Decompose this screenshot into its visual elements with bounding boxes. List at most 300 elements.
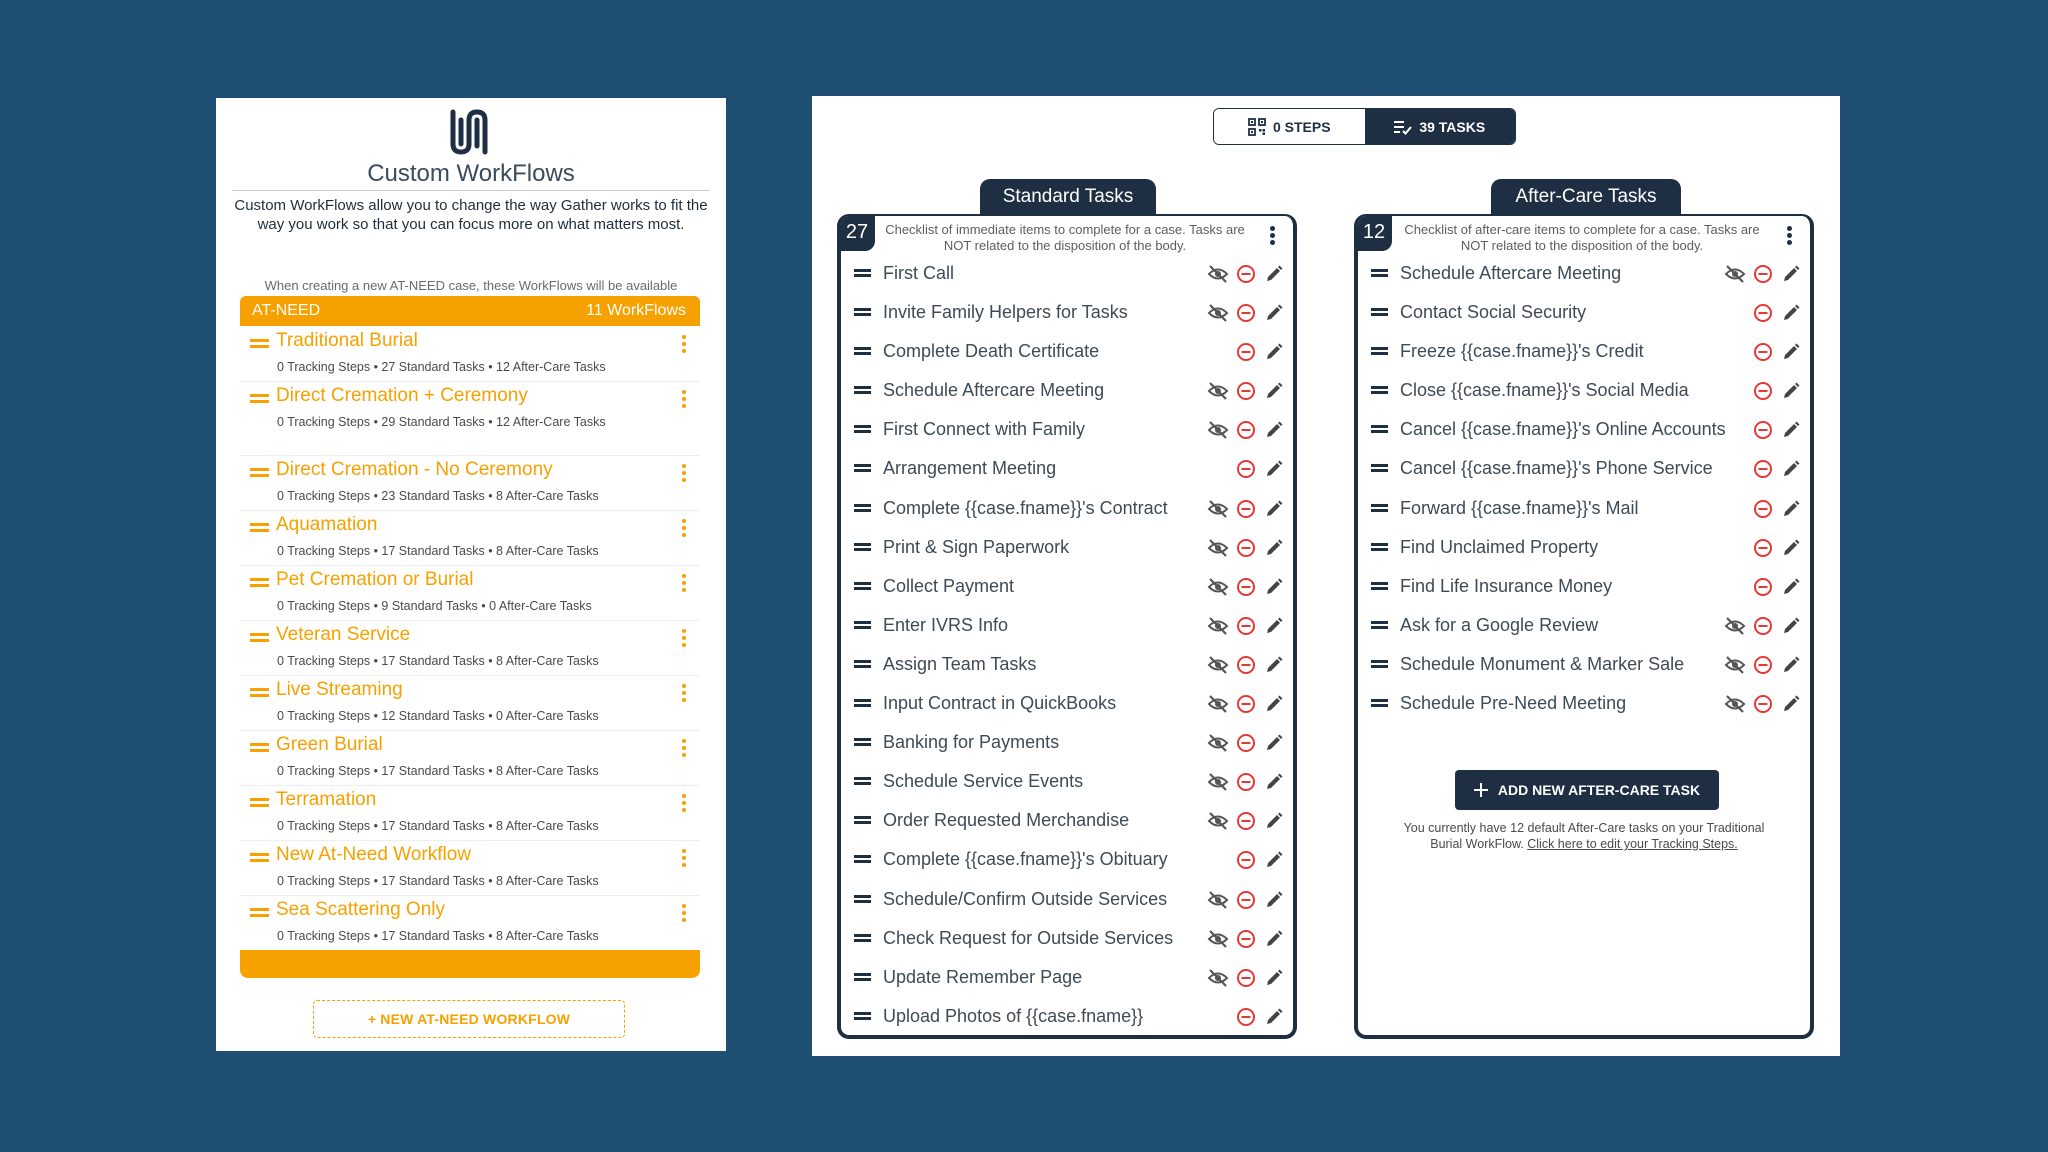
edit-pencil-icon[interactable] xyxy=(1263,380,1285,402)
edit-pencil-icon[interactable] xyxy=(1263,889,1285,911)
task-actions xyxy=(1207,576,1285,598)
drag-handle-icon[interactable] xyxy=(250,743,269,752)
kebab-menu-icon[interactable] xyxy=(680,684,688,704)
kebab-menu-icon[interactable] xyxy=(680,335,688,355)
visibility-off-icon[interactable] xyxy=(1207,693,1229,715)
task-row[interactable] xyxy=(841,882,1293,921)
remove-circle-icon[interactable] xyxy=(1752,693,1774,715)
task-row[interactable] xyxy=(841,451,1293,490)
drag-handle-icon[interactable] xyxy=(1371,660,1388,668)
edit-pencil-icon[interactable] xyxy=(1263,537,1285,559)
workflow-name[interactable]: Green Burial xyxy=(276,734,383,755)
task-actions xyxy=(1724,302,1802,324)
steps-label: 0 STEPS xyxy=(1272,118,1331,135)
task-actions xyxy=(1724,576,1802,598)
visibility-off-icon[interactable] xyxy=(1207,771,1229,793)
task-row[interactable] xyxy=(841,412,1293,451)
drag-handle-icon[interactable] xyxy=(854,895,871,903)
task-name: Check Request for Outside Services xyxy=(883,927,1174,948)
task-row[interactable] xyxy=(841,373,1293,412)
task-name: Cancel {{case.fname}}'s Phone Service xyxy=(1400,458,1713,479)
remove-circle-icon[interactable] xyxy=(1235,967,1257,989)
remove-circle-icon[interactable] xyxy=(1752,498,1774,520)
task-row[interactable] xyxy=(841,256,1293,295)
drag-handle-icon[interactable] xyxy=(1371,386,1388,394)
edit-pencil-icon[interactable] xyxy=(1263,928,1285,950)
task-row[interactable] xyxy=(1358,451,1810,490)
workflow-meta: 0 Tracking Steps • 17 Standard Tasks • 8 After-Care Tasks xyxy=(277,544,599,558)
section-label: AT-NEED xyxy=(252,302,321,319)
section-footer-bar xyxy=(240,950,700,978)
task-name: Input Contract in QuickBooks xyxy=(883,693,1117,714)
visibility-off-icon[interactable] xyxy=(1724,263,1746,285)
edit-pencil-icon[interactable] xyxy=(1780,537,1802,559)
workflow-item[interactable] xyxy=(240,566,700,621)
remove-circle-icon[interactable] xyxy=(1235,810,1257,832)
workflow-item[interactable] xyxy=(240,382,700,456)
task-actions xyxy=(1207,419,1285,441)
plus-icon xyxy=(1474,783,1488,797)
workflow-meta: 0 Tracking Steps • 17 Standard Tasks • 8 After-Care Tasks xyxy=(277,819,599,833)
drag-handle-icon[interactable] xyxy=(854,1012,871,1020)
task-actions xyxy=(1724,380,1802,402)
workflow-item[interactable] xyxy=(240,621,700,676)
drag-handle-icon[interactable] xyxy=(854,582,871,590)
task-name: First Connect with Family xyxy=(883,419,1086,440)
kebab-menu-icon[interactable] xyxy=(1269,226,1275,248)
remove-circle-icon[interactable] xyxy=(1235,771,1257,793)
drag-handle-icon[interactable] xyxy=(1371,269,1388,277)
task-actions xyxy=(1207,498,1285,520)
visibility-off-icon[interactable] xyxy=(1207,889,1229,911)
edit-pencil-icon[interactable] xyxy=(1263,263,1285,285)
task-row[interactable] xyxy=(1358,569,1810,608)
drag-handle-icon[interactable] xyxy=(1371,543,1388,551)
drag-handle-icon[interactable] xyxy=(854,269,871,277)
task-row[interactable] xyxy=(841,764,1293,803)
remove-circle-icon[interactable] xyxy=(1235,537,1257,559)
edit-pencil-icon[interactable] xyxy=(1780,615,1802,637)
drag-handle-icon[interactable] xyxy=(854,386,871,394)
visibility-off-icon[interactable] xyxy=(1207,576,1229,598)
gather-logo-icon xyxy=(445,106,495,158)
edit-pencil-icon[interactable] xyxy=(1780,380,1802,402)
drag-handle-icon[interactable] xyxy=(250,798,269,807)
edit-pencil-icon[interactable] xyxy=(1263,771,1285,793)
tasks-label: 39 TASKS xyxy=(1419,118,1486,135)
drag-handle-icon[interactable] xyxy=(854,777,871,785)
drag-handle-icon[interactable] xyxy=(1371,347,1388,355)
visibility-off-icon[interactable] xyxy=(1724,615,1746,637)
task-actions xyxy=(1207,732,1285,754)
workflow-name[interactable]: Aquamation xyxy=(276,514,378,535)
task-name: Print & Sign Paperwork xyxy=(883,536,1070,557)
task-name: Schedule Aftercare Meeting xyxy=(1400,263,1622,283)
task-actions xyxy=(1724,419,1802,441)
visibility-off-icon[interactable] xyxy=(1207,928,1229,950)
remove-circle-icon[interactable] xyxy=(1235,1006,1257,1028)
drag-handle-icon[interactable] xyxy=(854,738,871,746)
drag-handle-icon[interactable] xyxy=(854,934,871,942)
remove-circle-icon[interactable] xyxy=(1752,341,1774,363)
remove-circle-icon[interactable] xyxy=(1235,458,1257,480)
kebab-menu-icon[interactable] xyxy=(680,390,688,410)
drag-handle-icon[interactable] xyxy=(854,464,871,472)
task-row[interactable] xyxy=(1358,530,1810,569)
task-row[interactable] xyxy=(841,960,1293,999)
task-row[interactable] xyxy=(1358,373,1810,412)
remove-circle-icon[interactable] xyxy=(1752,615,1774,637)
remove-circle-icon[interactable] xyxy=(1235,693,1257,715)
task-row[interactable] xyxy=(841,608,1293,647)
availability-note: When creating a new AT-NEED case, these WorkFlows will be available xyxy=(264,278,678,293)
task-name: Cancel {{case.fname}}'s Online Accounts xyxy=(1400,419,1726,440)
drag-handle-icon[interactable] xyxy=(854,816,871,824)
remove-circle-icon[interactable] xyxy=(1235,263,1257,285)
task-actions xyxy=(1724,693,1802,715)
visibility-off-icon[interactable] xyxy=(1207,615,1229,637)
workflow-name[interactable]: Pet Cremation or Burial xyxy=(276,569,474,590)
task-actions xyxy=(1207,693,1285,715)
drag-handle-icon[interactable] xyxy=(854,699,871,707)
kebab-menu-icon[interactable] xyxy=(680,519,688,539)
workflow-item[interactable] xyxy=(240,841,700,896)
drag-handle-icon[interactable] xyxy=(250,523,269,532)
workflow-item[interactable] xyxy=(240,786,700,841)
visibility-off-icon[interactable] xyxy=(1724,693,1746,715)
aftercare-default-note xyxy=(1398,820,1770,852)
task-name: Find Unclaimed Property xyxy=(1400,536,1599,557)
workflow-meta: 0 Tracking Steps • 27 Standard Tasks • 12 After-Care Tasks xyxy=(277,360,606,374)
edit-pencil-icon[interactable] xyxy=(1263,967,1285,989)
drag-handle-icon[interactable] xyxy=(854,621,871,629)
workflows-panel xyxy=(216,98,726,1051)
workflow-meta: 0 Tracking Steps • 17 Standard Tasks • 8 After-Care Tasks xyxy=(277,654,599,668)
workflow-meta: 0 Tracking Steps • 17 Standard Tasks • 8 After-Care Tasks xyxy=(277,874,599,888)
task-row[interactable] xyxy=(1358,412,1810,451)
task-row[interactable] xyxy=(1358,295,1810,334)
task-name: Schedule Aftercare Meeting xyxy=(883,380,1105,401)
task-name: Complete {{case.fname}}'s Contract xyxy=(883,497,1168,518)
edit-pencil-icon[interactable] xyxy=(1263,576,1285,598)
workflow-name[interactable]: Live Streaming xyxy=(276,679,403,700)
standard-tasks-box xyxy=(837,214,1297,1039)
page-description: Custom WorkFlows allow you to change the way Gather works to fit the way you work so that you can focus more on what matters most. xyxy=(234,197,708,233)
checklist-icon xyxy=(1394,119,1412,135)
task-name: Collect Payment xyxy=(883,575,1015,596)
workflow-meta: 0 Tracking Steps • 29 Standard Tasks • 12 After-Care Tasks xyxy=(277,415,606,429)
task-row[interactable] xyxy=(841,295,1293,334)
remove-circle-icon[interactable] xyxy=(1235,615,1257,637)
workflow-name[interactable]: Traditional Burial xyxy=(276,330,418,351)
drag-handle-icon[interactable] xyxy=(854,543,871,551)
task-name: Banking for Payments xyxy=(883,732,1060,753)
add-button-label: ADD NEW AFTER-CARE TASK xyxy=(1497,782,1701,798)
aftercare-note-text: You currently have 12 default After-Care tasks on your Traditional Burial WorkFlow. xyxy=(1403,821,1765,851)
tasks-toggle-button[interactable] xyxy=(1365,109,1516,144)
remove-circle-icon[interactable] xyxy=(1235,928,1257,950)
task-row[interactable] xyxy=(841,334,1293,373)
remove-circle-icon[interactable] xyxy=(1752,419,1774,441)
edit-pencil-icon[interactable] xyxy=(1780,458,1802,480)
edit-pencil-icon[interactable] xyxy=(1263,341,1285,363)
drag-handle-icon[interactable] xyxy=(854,504,871,512)
visibility-off-icon[interactable] xyxy=(1207,732,1229,754)
kebab-menu-icon[interactable] xyxy=(680,629,688,649)
task-row[interactable] xyxy=(1358,256,1810,295)
workflow-item[interactable] xyxy=(240,731,700,786)
task-row[interactable] xyxy=(1358,647,1810,686)
remove-circle-icon[interactable] xyxy=(1235,654,1257,676)
task-name: Find Life Insurance Money xyxy=(1400,575,1613,596)
task-name: Order Requested Merchandise xyxy=(883,810,1130,831)
remove-circle-icon[interactable] xyxy=(1235,576,1257,598)
steps-tasks-toggle xyxy=(1213,108,1516,145)
task-row[interactable] xyxy=(1358,491,1810,530)
visibility-off-icon[interactable] xyxy=(1207,498,1229,520)
edit-pencil-icon[interactable] xyxy=(1263,302,1285,324)
task-row[interactable] xyxy=(841,491,1293,530)
visibility-off-icon[interactable] xyxy=(1724,654,1746,676)
task-actions xyxy=(1207,380,1285,402)
edit-pencil-icon[interactable] xyxy=(1263,732,1285,754)
task-actions xyxy=(1724,537,1802,559)
task-name: Ask for a Google Review xyxy=(1400,614,1599,635)
task-actions xyxy=(1207,771,1285,793)
edit-pencil-icon[interactable] xyxy=(1780,302,1802,324)
edit-pencil-icon[interactable] xyxy=(1263,419,1285,441)
visibility-off-icon[interactable] xyxy=(1207,380,1229,402)
workflow-name[interactable]: Sea Scattering Only xyxy=(276,899,445,920)
task-actions xyxy=(1724,341,1802,363)
remove-circle-icon[interactable] xyxy=(1235,419,1257,441)
kebab-menu-icon[interactable] xyxy=(1786,226,1792,248)
task-row[interactable] xyxy=(841,999,1293,1038)
workflow-item[interactable] xyxy=(240,896,700,951)
aftercare-tasks-tab: After-Care Tasks xyxy=(1491,179,1681,215)
drag-handle-icon[interactable] xyxy=(854,308,871,316)
edit-pencil-icon[interactable] xyxy=(1780,498,1802,520)
task-row[interactable] xyxy=(841,686,1293,725)
visibility-off-icon[interactable] xyxy=(1207,302,1229,324)
aftercare-tasks-description: Checklist of after-care items to complete for a case. Tasks are NOT related to the disposition of the body. xyxy=(1404,222,1760,253)
drag-handle-icon[interactable] xyxy=(1371,504,1388,512)
workflow-meta: 0 Tracking Steps • 23 Standard Tasks • 8 After-Care Tasks xyxy=(277,489,599,503)
edit-pencil-icon[interactable] xyxy=(1263,458,1285,480)
drag-handle-icon[interactable] xyxy=(250,853,269,862)
edit-pencil-icon[interactable] xyxy=(1780,263,1802,285)
page-title: Custom WorkFlows xyxy=(232,160,710,191)
workflow-name[interactable]: New At-Need Workflow xyxy=(276,844,471,865)
workflow-meta: 0 Tracking Steps • 17 Standard Tasks • 8 After-Care Tasks xyxy=(277,764,599,778)
task-row[interactable] xyxy=(1358,334,1810,373)
at-need-section-header xyxy=(240,296,700,326)
drag-handle-icon[interactable] xyxy=(250,633,269,642)
drag-handle-icon[interactable] xyxy=(854,425,871,433)
visibility-off-icon[interactable] xyxy=(1207,537,1229,559)
kebab-menu-icon[interactable] xyxy=(680,464,688,484)
task-name: Complete Death Certificate xyxy=(883,341,1100,362)
task-row[interactable] xyxy=(841,803,1293,842)
task-actions xyxy=(1207,1006,1285,1028)
task-row[interactable] xyxy=(841,842,1293,881)
task-row[interactable] xyxy=(841,921,1293,960)
remove-circle-icon[interactable] xyxy=(1752,458,1774,480)
qr-steps-icon xyxy=(1248,118,1266,136)
drag-handle-icon[interactable] xyxy=(854,973,871,981)
task-name: Schedule Service Events xyxy=(883,771,1084,792)
remove-circle-icon[interactable] xyxy=(1235,849,1257,871)
kebab-menu-icon[interactable] xyxy=(680,904,688,924)
remove-circle-icon[interactable] xyxy=(1235,341,1257,363)
task-name: Assign Team Tasks xyxy=(883,653,1037,674)
task-row[interactable] xyxy=(1358,686,1810,725)
task-actions xyxy=(1207,537,1285,559)
drag-handle-icon[interactable] xyxy=(1371,699,1388,707)
edit-pencil-icon[interactable] xyxy=(1263,1006,1285,1028)
workflow-meta: 0 Tracking Steps • 9 Standard Tasks • 0 After-Care Tasks xyxy=(277,599,592,613)
task-row[interactable] xyxy=(841,725,1293,764)
edit-pencil-icon[interactable] xyxy=(1263,615,1285,637)
drag-handle-icon[interactable] xyxy=(250,908,269,917)
drag-handle-icon[interactable] xyxy=(1371,582,1388,590)
drag-handle-icon[interactable] xyxy=(1371,621,1388,629)
edit-pencil-icon[interactable] xyxy=(1263,849,1285,871)
task-name: Complete {{case.fname}}'s Obituary xyxy=(883,849,1168,870)
task-actions xyxy=(1207,810,1285,832)
workflow-name[interactable]: Direct Cremation - No Ceremony xyxy=(276,459,553,480)
remove-circle-icon[interactable] xyxy=(1235,380,1257,402)
task-actions xyxy=(1207,458,1285,480)
remove-circle-icon[interactable] xyxy=(1752,537,1774,559)
edit-pencil-icon[interactable] xyxy=(1263,810,1285,832)
drag-handle-icon[interactable] xyxy=(854,660,871,668)
remove-circle-icon[interactable] xyxy=(1752,302,1774,324)
task-actions xyxy=(1207,654,1285,676)
task-actions xyxy=(1207,302,1285,324)
task-name: Schedule Pre-Need Meeting xyxy=(1400,693,1627,714)
kebab-menu-icon[interactable] xyxy=(680,849,688,869)
section-count: 11 WorkFlows xyxy=(586,302,686,319)
standard-task-count-badge: 27 xyxy=(839,214,875,251)
task-actions xyxy=(1724,615,1802,637)
task-name: Freeze {{case.fname}}'s Credit xyxy=(1400,341,1644,362)
drag-handle-icon[interactable] xyxy=(250,688,269,697)
kebab-menu-icon[interactable] xyxy=(680,574,688,594)
task-actions xyxy=(1724,498,1802,520)
remove-circle-icon[interactable] xyxy=(1235,732,1257,754)
drag-handle-icon[interactable] xyxy=(854,855,871,863)
remove-circle-icon[interactable] xyxy=(1752,576,1774,598)
visibility-off-icon[interactable] xyxy=(1207,967,1229,989)
drag-handle-icon[interactable] xyxy=(250,339,269,348)
edit-pencil-icon[interactable] xyxy=(1263,654,1285,676)
visibility-off-icon[interactable] xyxy=(1207,654,1229,676)
visibility-off-icon[interactable] xyxy=(1207,810,1229,832)
edit-pencil-icon[interactable] xyxy=(1780,341,1802,363)
remove-circle-icon[interactable] xyxy=(1752,380,1774,402)
workflow-name[interactable]: Direct Cremation + Ceremony xyxy=(276,385,528,406)
drag-handle-icon[interactable] xyxy=(250,394,269,403)
task-name: Contact Social Security xyxy=(1400,302,1587,323)
task-actions xyxy=(1207,928,1285,950)
task-name: First Call xyxy=(883,263,954,283)
drag-handle-icon[interactable] xyxy=(1371,464,1388,472)
task-actions xyxy=(1207,967,1285,989)
aftercare-task-count-badge: 12 xyxy=(1356,214,1392,251)
add-new-aftercare-task-button[interactable] xyxy=(1455,770,1719,810)
remove-circle-icon[interactable] xyxy=(1235,498,1257,520)
edit-pencil-icon[interactable] xyxy=(1780,576,1802,598)
task-row[interactable] xyxy=(841,647,1293,686)
task-actions xyxy=(1207,889,1285,911)
visibility-off-icon[interactable] xyxy=(1207,263,1229,285)
kebab-menu-icon[interactable] xyxy=(680,739,688,759)
task-name: Close {{case.fname}}'s Social Media xyxy=(1400,380,1689,401)
standard-task-list xyxy=(841,256,1293,1038)
workflow-item[interactable] xyxy=(240,511,700,566)
new-at-need-workflow-button[interactable]: + NEW AT-NEED WORKFLOW xyxy=(313,1000,625,1038)
remove-circle-icon[interactable] xyxy=(1235,302,1257,324)
workflow-name[interactable]: Terramation xyxy=(276,789,377,810)
edit-tracking-steps-link[interactable]: Click here to edit your Tracking Steps. xyxy=(1527,837,1738,851)
drag-handle-icon[interactable] xyxy=(250,578,269,587)
standard-tasks-tab: Standard Tasks xyxy=(980,179,1156,215)
task-name: Upload Photos of {{case.fname}} xyxy=(883,1005,1144,1026)
workflow-meta: 0 Tracking Steps • 12 Standard Tasks • 0 After-Care Tasks xyxy=(277,709,599,723)
edit-pencil-icon[interactable] xyxy=(1780,654,1802,676)
edit-pencil-icon[interactable] xyxy=(1263,693,1285,715)
workflow-meta: 0 Tracking Steps • 17 Standard Tasks • 8 After-Care Tasks xyxy=(277,929,599,943)
workflow-name[interactable]: Veteran Service xyxy=(276,624,411,645)
task-actions xyxy=(1207,341,1285,363)
task-row[interactable] xyxy=(1358,608,1810,647)
task-actions xyxy=(1207,615,1285,637)
workflow-item[interactable] xyxy=(240,327,700,382)
visibility-off-icon[interactable] xyxy=(1207,419,1229,441)
workflow-item[interactable] xyxy=(240,676,700,731)
steps-toggle-button[interactable] xyxy=(1214,109,1365,144)
drag-handle-icon[interactable] xyxy=(1371,308,1388,316)
task-name: Schedule Monument & Marker Sale xyxy=(1400,653,1685,674)
drag-handle-icon[interactable] xyxy=(250,468,269,477)
remove-circle-icon[interactable] xyxy=(1235,889,1257,911)
task-name: Arrangement Meeting xyxy=(883,458,1057,479)
task-actions xyxy=(1207,263,1285,285)
aftercare-task-list xyxy=(1358,256,1810,725)
edit-pencil-icon[interactable] xyxy=(1780,693,1802,715)
kebab-menu-icon[interactable] xyxy=(680,794,688,814)
task-row[interactable] xyxy=(841,530,1293,569)
task-actions xyxy=(1724,654,1802,676)
task-name: Schedule/Confirm Outside Services xyxy=(883,888,1168,909)
drag-handle-icon[interactable] xyxy=(854,347,871,355)
remove-circle-icon[interactable] xyxy=(1752,263,1774,285)
task-name: Invite Family Helpers for Tasks xyxy=(883,302,1128,323)
standard-tasks-description: Checklist of immediate items to complete for a case. Tasks are NOT related to the disposition of the body. xyxy=(885,222,1245,253)
task-actions xyxy=(1724,263,1802,285)
workflow-item[interactable] xyxy=(240,456,700,511)
remove-circle-icon[interactable] xyxy=(1752,654,1774,676)
workflow-editor-panel xyxy=(812,96,1840,1056)
edit-pencil-icon[interactable] xyxy=(1780,419,1802,441)
task-name: Update Remember Page xyxy=(883,966,1083,987)
edit-pencil-icon[interactable] xyxy=(1263,498,1285,520)
task-actions xyxy=(1207,849,1285,871)
task-name: Forward {{case.fname}}'s Mail xyxy=(1400,497,1639,518)
task-row[interactable] xyxy=(841,569,1293,608)
drag-handle-icon[interactable] xyxy=(1371,425,1388,433)
